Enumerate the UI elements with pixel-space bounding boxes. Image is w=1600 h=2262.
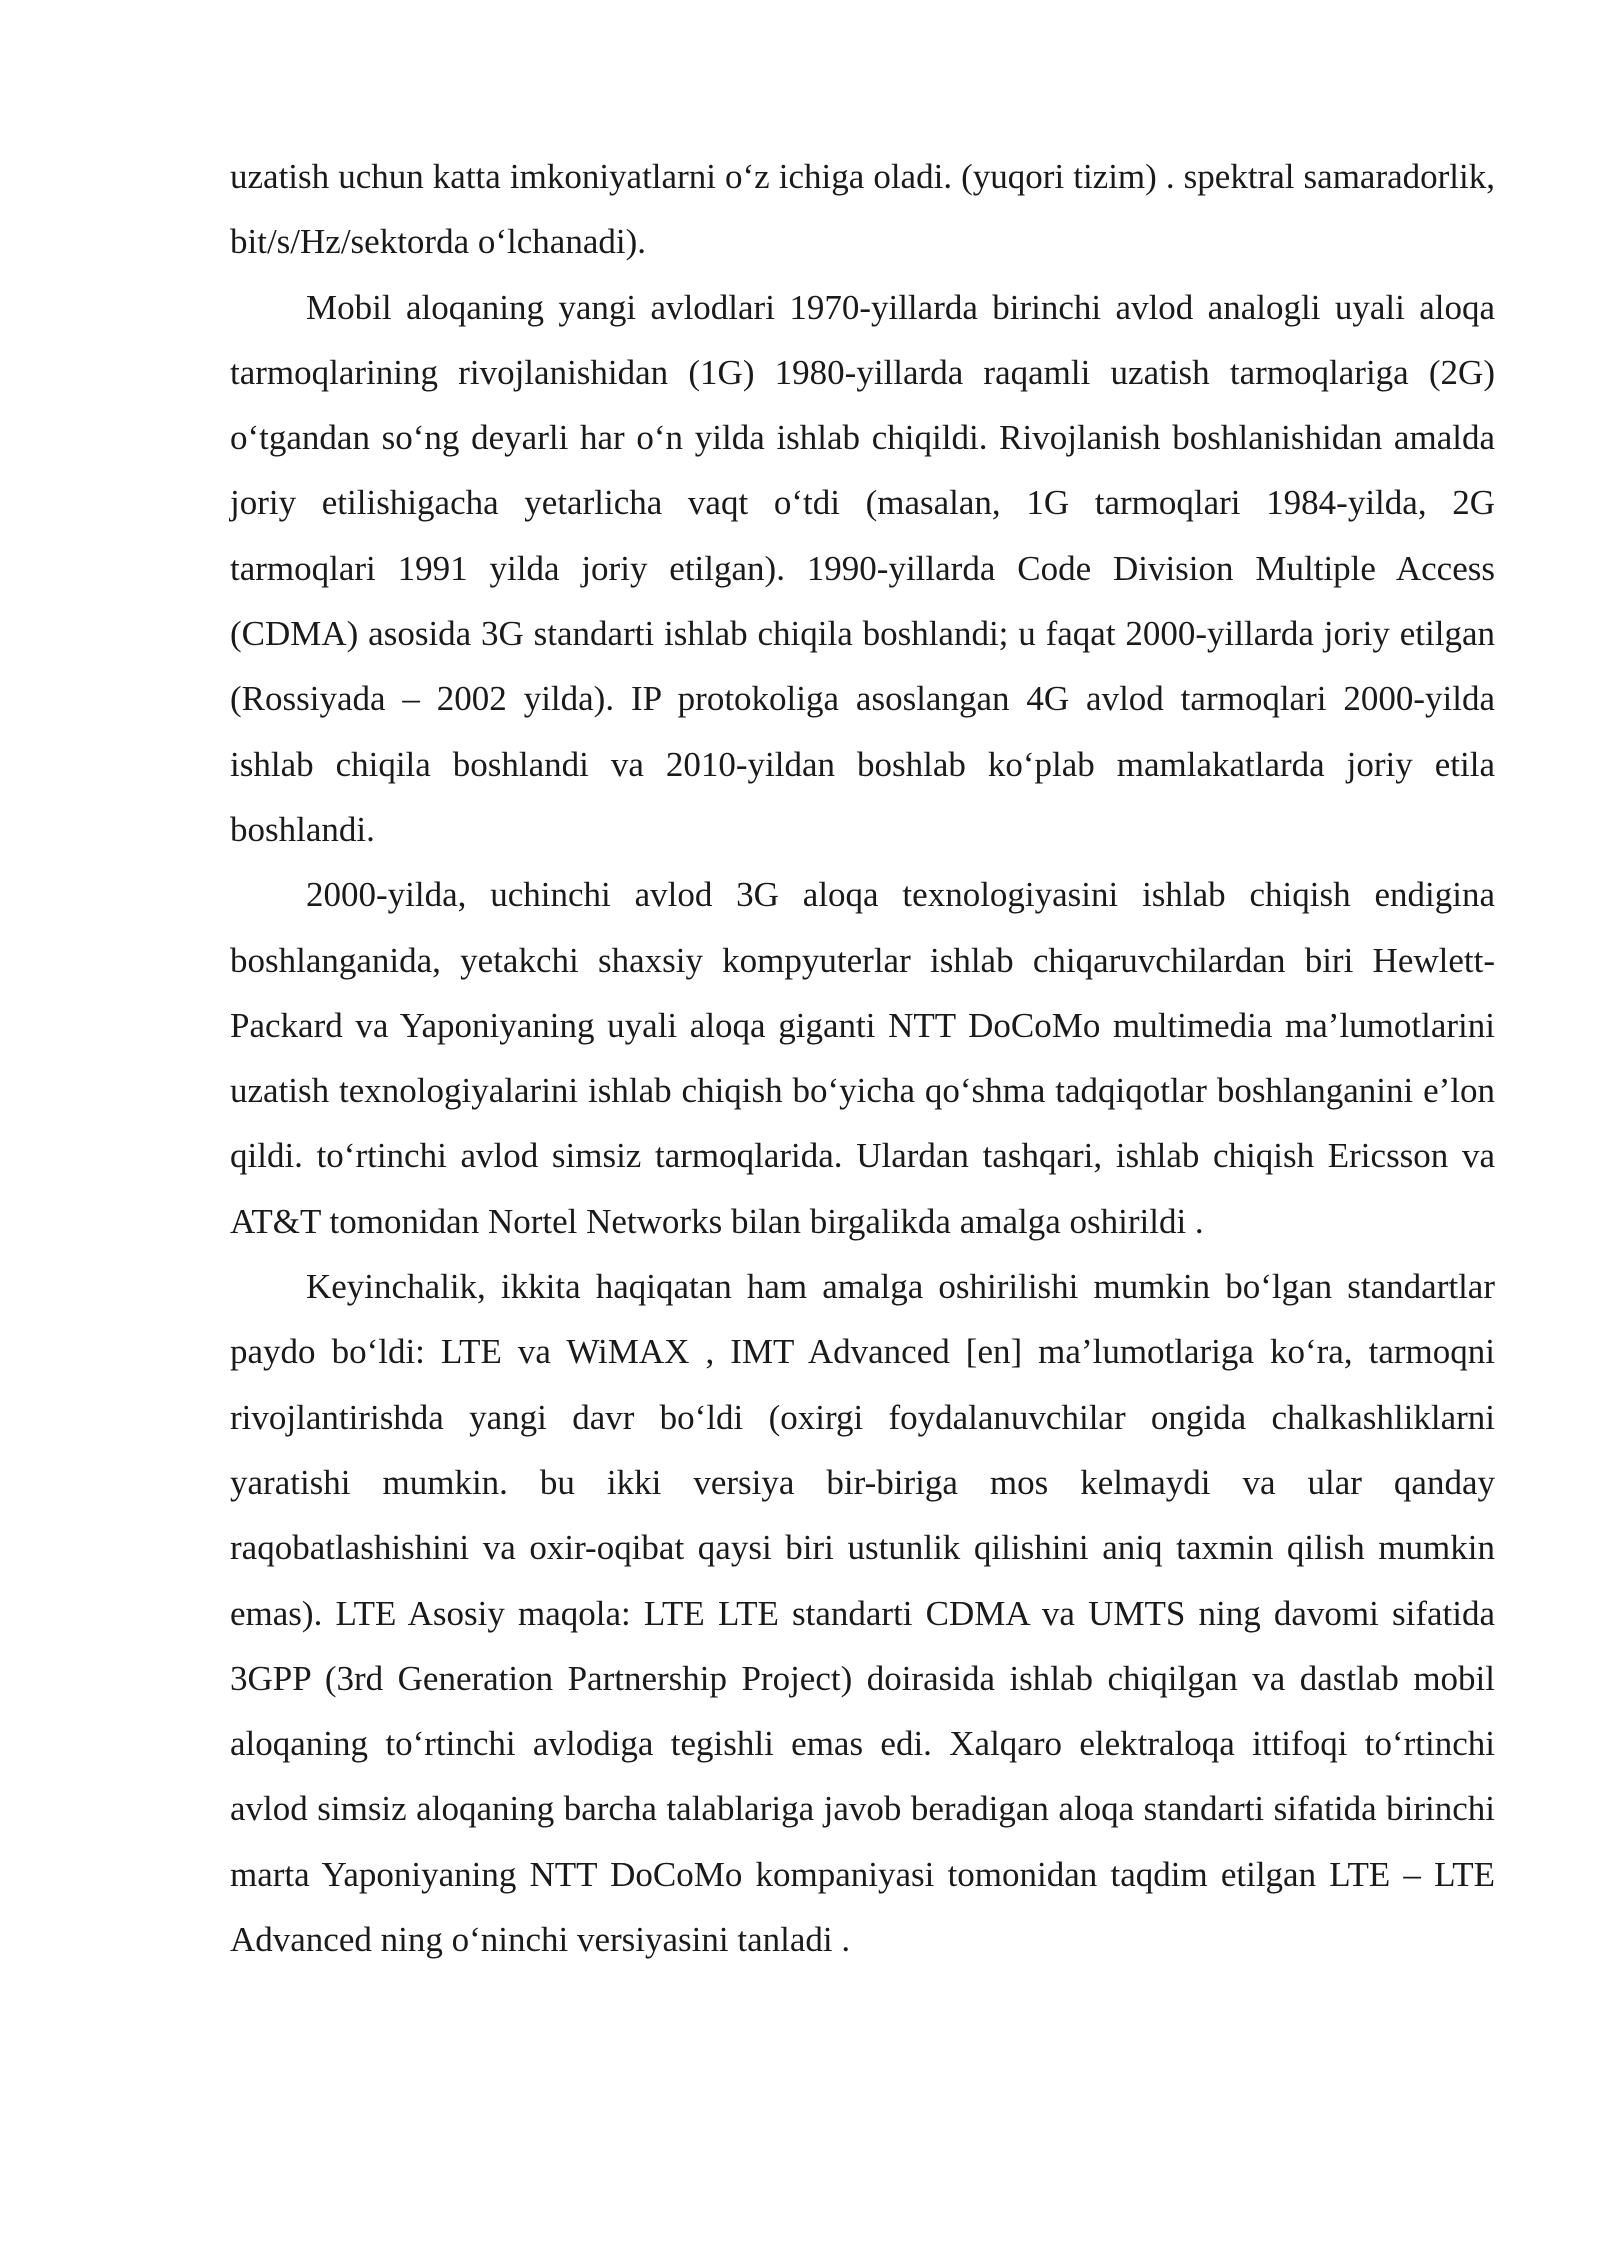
paragraph-4g-research: 2000-yilda, uchinchi avlod 3G aloqa texnologiyasini ishlab chiqish endigina boshlanganida, yetakchi shaxsiy kompyuterlar ishlab chiqaruvchilardan biri Hewlett-Packard va Yaponiyaning uyali aloqa giganti NTT DoCoMo multimedia ma’lumotlarini uzatish texnologiyalarini ishlab chiqish bo‘yicha qo‘shma tadqiqotlar boshlanganini e’lon qildi. to‘rtinchi avlod simsiz tarmoqlarida. Ulardan tashqari, ishlab chiqish Ericsson va AT&T tomonidan Nortel Networks bilan birgalikda amalga oshirildi .: [230, 875, 1495, 1241]
document-body: [230, 144, 1495, 1972]
paragraph-mobile-generations: Mobil aloqaning yangi avlodlari 1970-yillarda birinchi avlod analogli uyali aloqa tarmoqlarining rivojlanishidan (1G) 1980-yillarda raqamli uzatish tarmoqlariga (2G) o‘tgandan so‘ng deyarli har o‘n yilda ishlab chiqildi. Rivojlanish boshlanishidan amalda joriy etilishigacha yetarlicha vaqt o‘tdi (masalan, 1G tarmoqlari 1984-yilda, 2G tarmoqlari 1991 yilda joriy etilgan). 1990-yillarda Code Division Multiple Access (CDMA) asosida 3G standarti ishlab chiqila boshlandi; u faqat 2000-yillarda joriy etilgan (Rossiyada – 2002 yilda). IP protokoliga asoslangan 4G avlod tarmoqlari 2000-yilda ishlab chiqila boshlandi va 2010-yildan boshlab ko‘plab mamlakatlarda joriy etila boshlandi.: [230, 287, 1495, 849]
paragraph-continuation: uzatish uchun katta imkoniyatlarni o‘z ichiga oladi. (yuqori tizim) . spektral samaradorlik, bit/s/Hz/sektorda o‘lchanadi).: [230, 157, 1495, 262]
paragraph-lte-wimax: Keyinchalik, ikkita haqiqatan ham amalga oshirilishi mumkin bo‘lgan standartlar paydo bo‘ldi: LTE va WiMAX , IMT Advanced [en] ma’lumotlariga ko‘ra, tarmoqni rivojlantirishda yangi davr bo‘ldi (oxirgi foydalanuvchilar ongida chalkashliklarni yaratishi mumkin. bu ikki versiya bir-biriga mos kelmaydi va ular qanday raqobatlashishini va oxir-oqibat qaysi biri ustunlik qilishini aniq taxmin qilish mumkin emas). LTE Asosiy maqola: LTE LTE standarti CDMA va UMTS ning davomi sifatida 3GPP (3rd Generation Partnership Project) doirasida ishlab chiqilgan va dastlab mobil aloqaning to‘rtinchi avlodiga tegishli emas edi. Xalqaro elektraloqa ittifoqi to‘rtinchi avlod simsiz aloqaning barcha talablariga javob beradigan aloqa standarti sifatida birinchi marta Yaponiyaning NTT DoCoMo kompaniyasi tomonidan taqdim etilgan LTE – LTE Advanced ning o‘ninchi versiyasini tanladi .: [230, 1267, 1495, 1960]
